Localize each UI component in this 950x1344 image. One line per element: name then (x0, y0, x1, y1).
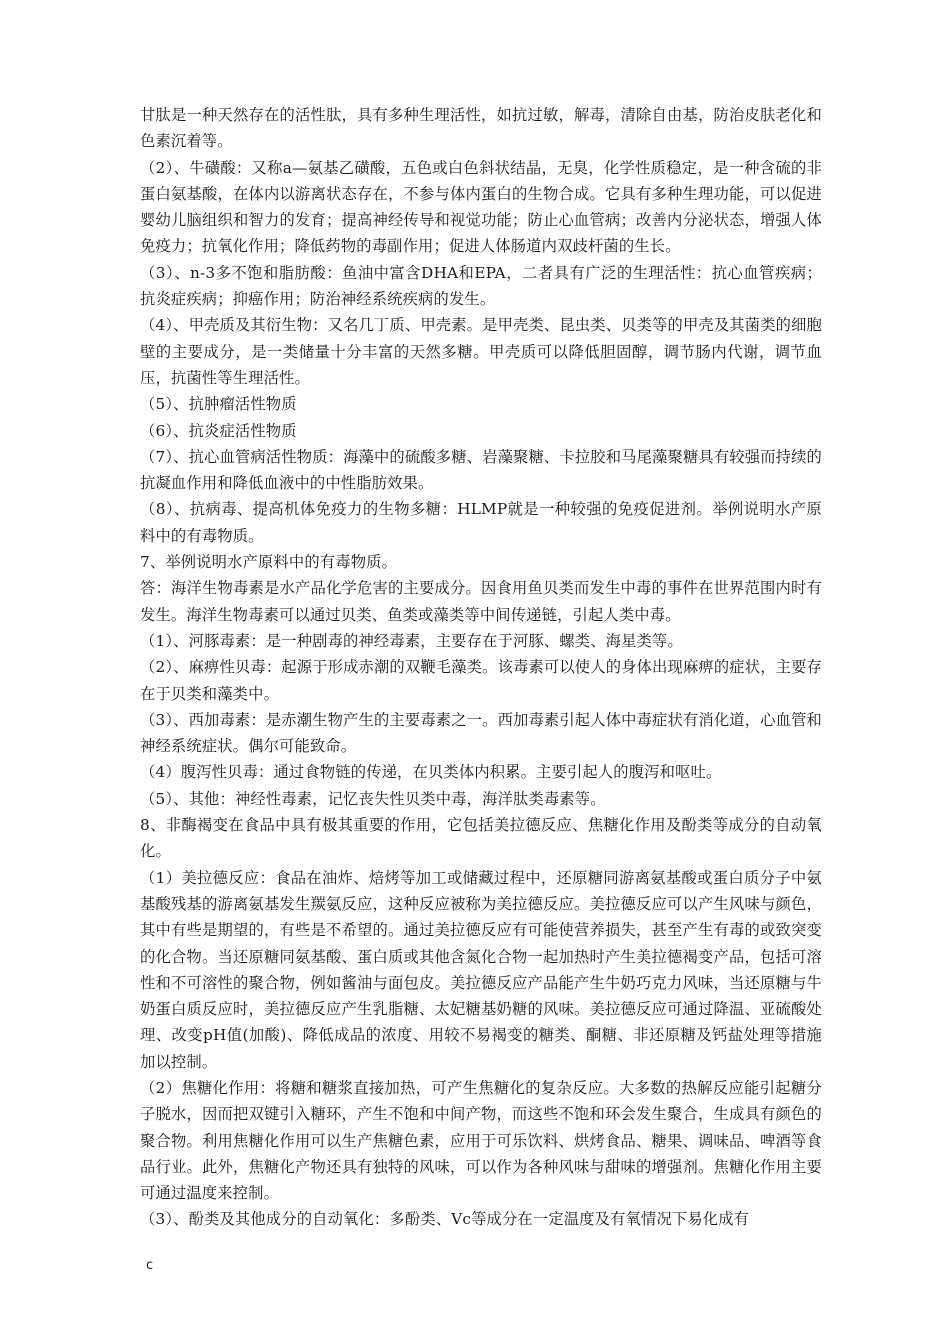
paragraph: （7）、抗心血管病活性物质：海藻中的硫酸多糖、岩藻聚糖、卡拉胶和马尾藻聚糖具有较强而持续的抗凝血作用和降低血液中的中性脂肪效果。 (140, 447, 822, 493)
paragraph: （6）、抗炎症活性物质 (140, 421, 297, 440)
paragraph: （1）美拉德反应：食品在油炸、焙烤等加工或储藏过程中，还原糖同游离氨基酸或蛋白质分子中氨基酸残基的游离氨基发生羰氨反应，这种反应被称为美拉德反应。美拉德反应可以产生风味与颜色，其中有些是期望的，有些是不希望的。通过美拉德反应有可能使营养损失，甚至产生有毒的或致突变的化合物。当还原糖同氨基酸、蛋白质或其他含氮化合物一起加热时产生美拉德褐变产品，包括可溶性和不可溶性的聚合物，例如酱油与面包皮。美拉德反应产品能产生牛奶巧克力风味，当还原糖与牛奶蛋白质反应时，美拉德反应产生乳脂糖、太妃糖基奶糖的风味。美拉德反应可通过降温、亚硫酸处理、改变pH值(加酸)、降低成品的浓度、用较不易褐变的糖类、酮糖、非还原糖及钙盐处理等措施加以控制。 (140, 868, 822, 1071)
paragraph: （8）、抗病毒、提高机体免疫力的生物多糖：HLMP就是一种较强的免疫促进剂。举例说明水产原料中的有毒物质。 (140, 500, 822, 545)
paragraph: （1）、河豚毒素：是一种剧毒的神经毒素，主要存在于河豚、螺类、海星类等。 (140, 631, 683, 650)
paragraph: （5）、抗肿瘤活性物质 (140, 395, 297, 414)
paragraph: （3）、酚类及其他成分的自动氧化：多酚类、Vc等成分在一定温度及有氧情况下易化成有 (140, 1210, 750, 1229)
paragraph: （4）腹泻性贝毒：通过食物链的传递，在贝类体内积累。主要引起人的腹泻和呕吐。 (140, 763, 722, 782)
paragraph: （5）、其他：神经性毒素，记忆丧失性贝类中毒，海洋肽类毒素等。 (140, 789, 606, 808)
paragraph: （2）焦糖化作用：将糖和糖浆直接加热，可产生焦糖化的复杂反应。大多数的热解反应能引起糖分子脱水，因而把双键引入糖环，产生不饱和中间产物，而这些不饱和环会发生聚合，生成具有颜色的聚合物。利用焦糖化作用可以生产焦糖色素，应用于可乐饮料、烘烤食品、糖果、调味品、啤酒等食品行业。此外，焦糖化产物还具有独特的风味，可以作为各种风味与甜味的增强剂。焦糖化作用主要可通过温度来控制。 (140, 1078, 822, 1203)
paragraph: 答：海洋生物毒素是水产品化学危害的主要成分。因食用鱼贝类而发生中毒的事件在世界范围内时有发生。海洋生物毒素可以通过贝类、鱼类或藻类等中间传递链，引起人类中毒。 (140, 579, 822, 624)
question-heading: 7、举例说明水产原料中的有毒物质。 (140, 553, 398, 572)
paragraph: （2）、牛磺酸：又称a—氨基乙磺酸，五色或白色斜状结晶，无臭，化学性质稳定，是一种含硫的非蛋白氨基酸，在体内以游离状态存在，不参与体内蛋白的生物合成。它具有多种生理功能，可以促进婴幼儿脑组织和智力的发育；提高神经传导和视觉功能；防止心血管病；改善内分泌状态，增强人体免疫力；抗氧化作用；降低药物的毒副作用；促进人体肠道内双歧杆菌的生长。 (140, 158, 822, 256)
paragraph: （4）、甲壳质及其衍生物：又名几丁质、甲壳素。是甲壳类、昆虫类、贝类等的甲壳及其菌类的细胞壁的主要成分，是一类储量十分丰富的天然多糖。甲壳质可以降低胆固醇，调节肠内代谢，调节血压，抗菌性等生理活性。 (140, 316, 822, 387)
paragraph: （3）、n-3多不饱和脂肪酸：鱼油中富含DHA和EPA，二者具有广泛的生理活性：抗心血管疾病；抗炎症疾病；抑癌作用；防治神经系统疾病的发生。 (140, 263, 822, 309)
paragraph: （2）、麻痹性贝毒：起源于形成赤潮的双鞭毛藻类。该毒素可以使人的身体出现麻痹的症状，主要存在于贝类和藻类中。 (140, 658, 822, 703)
question-heading: 8、非酶褐变在食品中具有极其重要的作用，它包括美拉德反应、焦糖化作用及酚类等成分的自动氧化。 (140, 816, 822, 861)
document-body (140, 102, 822, 1233)
paragraph: （3）、西加毒素：是赤潮生物产生的主要毒素之一。西加毒素引起人体中毒症状有消化道，心血管和神经系统症状。偶尔可能致命。 (140, 710, 822, 756)
paragraph: 甘肽是一种天然存在的活性肽，具有多种生理活性，如抗过敏，解毒，清除自由基，防治皮肤老化和色素沉着等。 (140, 106, 822, 151)
footer-mark: c (146, 1258, 154, 1273)
